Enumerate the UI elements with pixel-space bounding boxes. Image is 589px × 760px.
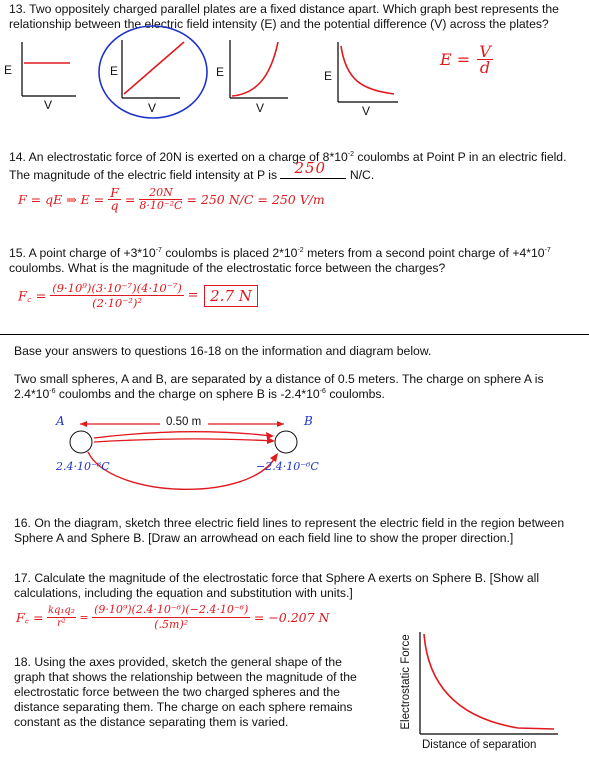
graph-4-x-label: V xyxy=(362,104,371,118)
q17-work xyxy=(16,603,329,632)
q15-work-lhs: F꜀ = xyxy=(18,289,47,305)
info-text-a: Two small spheres, A and B, are separated by a distance of 0.5 meters. The charge on sphere A is 2.4*10 xyxy=(14,372,544,401)
q17-work-lhs: F꜀ = xyxy=(16,610,44,625)
q14-frac2-num: 20N xyxy=(139,187,182,200)
graph-option-3 xyxy=(216,40,302,115)
q15-work xyxy=(18,281,258,310)
distance-arrow-right xyxy=(277,421,284,427)
graph-option-1-plot xyxy=(14,40,84,105)
question-18 xyxy=(14,655,374,730)
question-15-exp2: -2 xyxy=(297,246,304,254)
graph-option-4 xyxy=(324,42,410,118)
section-divider xyxy=(0,334,589,335)
q13-note-denominator: d xyxy=(479,58,491,77)
graph-2-y-label: E xyxy=(110,64,119,78)
info-exp2: -6 xyxy=(319,387,326,395)
sphere-b xyxy=(275,431,297,453)
question-14-text-a: 14. An electrostatic force of 20N is exerted on a charge of 8*10 xyxy=(9,150,348,164)
question-15 xyxy=(9,246,584,276)
force-graph-x-label: Distance of separation xyxy=(422,739,537,751)
info-text-b: coulombs and the charge on sphere B is -2.4*10 xyxy=(55,387,320,401)
question-14-answer: 250 xyxy=(294,159,327,177)
q15-work-den: (2·10⁻²)² xyxy=(92,296,142,310)
q17-work-result: = −0.207 N xyxy=(253,610,330,625)
graph-option-3-plot xyxy=(222,40,302,110)
info-intro-text: Base your answers to questions 16-18 on the information and diagram below. xyxy=(14,344,432,358)
graph-option-2 xyxy=(98,24,208,120)
graph-3-x-label: V xyxy=(256,101,265,115)
question-14 xyxy=(9,150,584,183)
question-15-exp1: -7 xyxy=(155,246,162,254)
question-17 xyxy=(14,571,584,601)
q14-work-3: = 250 N/C = 250 V/m xyxy=(186,192,325,207)
q14-work xyxy=(18,187,325,212)
question-17-text: 17. Calculate the magnitude of the electrostatic force that Sphere A exerts on Sphere B. [Show all calculations, including the equation and substitution with units.] xyxy=(14,571,540,600)
q17-work-den: (.5m)² xyxy=(154,618,189,631)
q17-work-eq1: = xyxy=(79,611,89,624)
question-15-exp3: -7 xyxy=(544,246,551,254)
field-line-mid-arrow xyxy=(267,437,275,444)
graph-1-x-label: V xyxy=(44,98,53,112)
force-distance-graph xyxy=(398,626,578,756)
field-line-top xyxy=(94,432,272,438)
question-15-text-a: 15. A point charge of +3*10 xyxy=(9,246,156,260)
sphere-b-label: B xyxy=(304,414,313,428)
field-line-bottom xyxy=(88,452,276,489)
q13-handwritten-note xyxy=(440,44,493,75)
q17-formula-den: r² xyxy=(57,618,66,629)
q15-work-eq: = xyxy=(187,288,199,303)
q14-frac-num: F xyxy=(110,185,119,200)
q17-formula-num: kq₁q₂ xyxy=(47,605,75,616)
question-16 xyxy=(14,516,584,546)
force-graph-curve xyxy=(424,634,554,729)
distance-label: 0.50 m xyxy=(166,416,202,428)
q14-work-1: F = qE ⇒ E = xyxy=(18,192,105,207)
question-14-blank xyxy=(280,159,346,179)
sphere-diagram xyxy=(40,408,340,500)
question-15-text-d: coulombs. What is the magnitude of the electrostatic force between the charges? xyxy=(9,261,446,275)
force-graph-y-label: Electrostatic Force xyxy=(400,634,412,730)
q15-answer-box: 2.7 N xyxy=(204,285,258,307)
info-text-c: coulombs. xyxy=(325,387,385,401)
question-14-text-b: coulombs at Point P in an electric field. The magnitude of the electric field intensity at P is xyxy=(9,150,567,182)
q15-work-num: (9·10⁹)(3·10⁻⁷)(4·10⁻⁷) xyxy=(52,281,182,295)
distance-arrow-left xyxy=(80,421,87,427)
info-paragraph xyxy=(14,372,584,402)
question-16-text: 16. On the diagram, sketch three electric field lines to represent the electric field in the region between Sphere A and Sphere B. [Draw an arrowhead on each field line to show the proper direction.] xyxy=(14,516,565,545)
graph-3-y-label: E xyxy=(216,65,225,79)
force-distance-plot xyxy=(398,626,578,756)
q17-work-num: (9·10⁹)(2.4·10⁻⁶)(−2.4·10⁻⁶) xyxy=(94,603,249,616)
q14-work-2: = xyxy=(124,192,136,207)
sphere-a-charge: 2.4·10⁻⁶C xyxy=(56,460,110,473)
question-13 xyxy=(9,2,584,32)
question-18-text: 18. Using the axes provided, sketch the general shape of the graph that shows the relationship between the magnitude of the electrostatic force between the two charged spheres and the distance separating them. The charge on each sphere remains constant as the distance separating them is varied. xyxy=(14,655,357,729)
question-13-text: 13. Two oppositely charged parallel plates are a fixed distance apart. Which graph best represents the relationship between the electric field intensity (E) and the potential difference (V) across the plates? xyxy=(9,2,559,31)
question-15-text-b: coulombs is placed 2*10 xyxy=(161,246,298,260)
question-15-text-c: meters from a second point charge of +4*10 xyxy=(303,246,545,260)
graph-4-y-label: E xyxy=(324,69,333,83)
graph-1-y-label: E xyxy=(4,63,13,77)
sphere-b-charge: −2.4·10⁻⁶C xyxy=(256,460,319,473)
q14-frac-den: q xyxy=(110,198,119,213)
q14-frac2-den: 8·10⁻²C xyxy=(139,199,183,212)
info-exp1: -6 xyxy=(49,387,56,395)
graph-option-1 xyxy=(4,40,84,112)
q13-note-lhs: E = xyxy=(440,50,471,69)
field-line-mid xyxy=(94,439,273,442)
info-intro xyxy=(14,344,584,359)
q13-note-numerator: V xyxy=(479,42,491,61)
graph-2-x-label: V xyxy=(148,101,157,115)
sphere-a-label: A xyxy=(56,414,65,428)
sphere-a xyxy=(70,431,92,453)
question-14-exp: -2 xyxy=(347,150,354,158)
question-14-text-c: N/C. xyxy=(346,168,375,182)
